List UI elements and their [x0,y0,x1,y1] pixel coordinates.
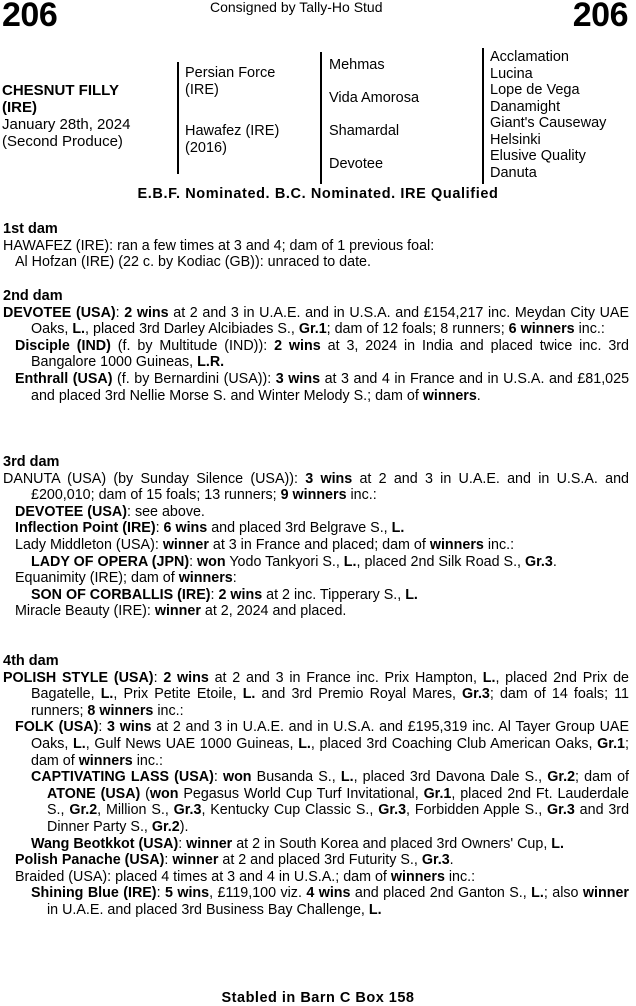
third-dam-progeny-1: DEVOTEE (USA): see above. [15,503,205,520]
pedigree-grandsire-3: Shamardal [329,123,400,139]
pedigree-grandsire-2: Vida Amorosa [329,90,420,106]
lot-number-left: 206 [2,0,58,34]
third-dam-grandprogeny-1: LADY OF OPERA (JPN): won Yodo Tankyori S., L., placed 2nd Silk Road S., Gr.3. [31,553,557,570]
third-dam-progeny-2: Inflection Point (IRE): 6 wins and placed 3rd Belgrave S., L. [15,520,405,537]
second-dam-progeny-2: Enthrall (USA) (f. by Bernardini (USA)): 3 wins at 3 and 4 in France and in U.S.A. and £81,025 and placed 3rd Nellie Morse S. and Winter Melody S.; dam of winners. [15,370,630,404]
nominations: E.B.F. Nominated. B.C. Nominated. IRE Qualified [137,186,499,202]
pedigree-sire: Persian Force (IRE) [185,65,276,98]
first-dam-foal: Al Hofzan (IRE) (22 c. by Kodiac (GB)): unraced to date. [15,254,371,271]
second-dam-section [3,288,629,404]
third-dam-progeny-4: Equanimity (IRE); dam of winners: [15,570,237,587]
pedigree-divider-2 [320,52,322,184]
fourth-dam-progeny-3: Braided (USA): placed 4 times at 3 and 4 in U.S.A.; dam of winners inc.: [15,868,476,885]
fourth-dam-grandprogeny-3: Shining Blue (IRE): 5 wins, £119,100 viz. 4 wins and placed 2nd Ganton S., L.; also winner in U.A.E. and placed 3rd Business Bay Challenge, L. [31,885,629,918]
horse-identity [2,82,130,150]
first-dam-heading: 1st dam [3,221,58,237]
fourth-dam-section [3,653,629,919]
first-dam-text: HAWAFEZ (IRE): ran a few times at 3 and 4; dam of 1 previous foal: [3,237,435,254]
third-dam-heading: 3rd dam [3,454,60,470]
fourth-dam-progeny-1: FOLK (USA): 3 wins at 2 and 3 in U.A.E. and in U.S.A. and £195,319 inc. Al Tayer Group UAE Oaks, L., Gulf News UAE 1000 Guineas, L., placed 3rd Coaching Club American Oaks, Gr.1; dam of winners inc.: [15,719,629,769]
third-dam-progeny-3: Lady Middleton (USA): winner at 3 in France and placed; dam of winners inc.: [15,536,515,553]
second-dam-heading: 2nd dam [3,288,63,304]
fourth-dam-progeny-2: Polish Panache (USA): winner at 2 and placed 3rd Futurity S., Gr.3. [15,852,454,869]
horse-country: (IRE) [2,99,37,116]
pedigree-divider-1 [177,62,179,174]
second-dam-text: DEVOTEE (USA): 2 wins at 2 and 3 in U.A.E. and in U.S.A. and £154,217 inc. Meydan City UAE Oaks, L., placed 3rd Darley Alcibiades S., Gr.1; dam of 12 foals; 8 runners; 6 winners inc.: [3,304,629,338]
fourth-dam-text: POLISH STYLE (USA): 2 wins at 2 and 3 in France inc. Prix Hampton, L., placed 2nd Prix de Bagatelle, L., Prix Petite Etoile, L. and 3rd Premio Royal Mares, Gr.3; dam of 14 foals; 11 runners; 8 winners inc.: [3,669,630,719]
third-dam-text: DANUTA (USA) (by Sunday Silence (USA)): 3 wins at 2 and 3 in U.A.E. and in U.S.A. and £200,010; dam of 15 foals; 13 runners; 9 winners inc.: [3,470,629,504]
third-dam-progeny-5: Miracle Beauty (IRE): winner at 2, 2024 and placed. [15,603,347,620]
third-dam-grandprogeny-2: SON OF CORBALLIS (IRE): 2 wins at 2 inc. Tipperary S., L. [31,586,418,603]
first-dam-section [3,221,629,271]
fourth-dam-heading: 4th dam [3,653,59,669]
second-dam-progeny-1: Disciple (IND) (f. by Multitude (IND)): 2 wins at 3, 2024 in India and placed twice inc. 3rd Bangalore 1000 Guineas, L.R. [15,337,629,371]
lot-number-right: 206 [572,0,628,34]
foaling-date: January 28th, 2024 [2,116,131,133]
pedigree-dam: Hawafez (IRE) (2016) [185,123,280,156]
third-dam-section [3,454,629,620]
pedigree-grandsire-4: Devotee [329,156,384,172]
pedigree-great-grandsires: Acclamation Lucina Lope de Vega Danamight Giant's Causeway Helsinki Elusive Quality Danuta [490,49,607,181]
pedigree-divider-3 [482,48,484,184]
stabling-info: Stabled in Barn C Box 158 [221,990,415,1006]
consignor: Consigned by Tally-Ho Stud [210,0,383,15]
pedigree-grandsire-1: Mehmas [329,57,385,73]
fourth-dam-grandprogeny-2: Wang Beotkkot (USA): winner at 2 in South Korea and placed 3rd Owners' Cup, L. [31,835,564,852]
horse-name: CHESNUT FILLY [2,82,119,99]
fourth-dam-grandprogeny-1: CAPTIVATING LASS (USA): won Busanda S., L., placed 3rd Davona Dale S., Gr.2; dam of ATONE (USA) (won Pegasus World Cup Turf Invitational, Gr.1, placed 2nd Ft. Lauderdale S., Gr.2, Million S., Gr.3, Kentucky Cup Classic S., Gr.3, Forbidden Apple S., Gr.3 and 3rd Dinner Party S., Gr.2). [31,769,630,835]
produce-note: (Second Produce) [2,133,123,150]
